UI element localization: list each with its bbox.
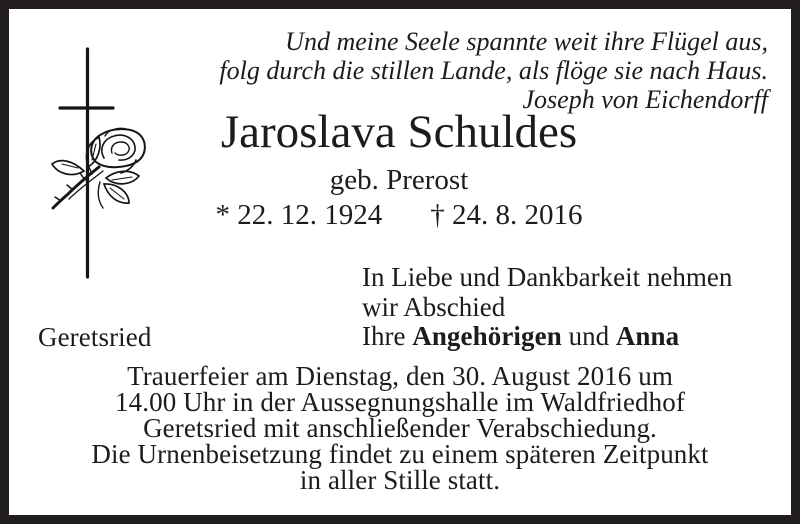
mourners-family: Angehörigen — [412, 321, 562, 351]
birth-date: * 22. 12. 1924 — [215, 199, 383, 231]
cross-with-rose-icon — [44, 46, 150, 281]
mourners-anna: Anna — [615, 321, 680, 351]
announcement-line: 14.00 Uhr in der Aussegnungshalle im Waldfriedhof — [115, 387, 685, 417]
quote-line: Und meine Seele spannte weit ihre Flügel aus, — [285, 27, 768, 56]
death-date: † 24. 8. 2016 — [430, 199, 583, 231]
maiden-name: geb. Prerost — [329, 164, 469, 196]
farewell-line: wir Abschied — [362, 291, 506, 322]
mourners-prefix: Ihre — [362, 321, 413, 351]
farewell-line: In Liebe und Dankbarkeit nehmen — [362, 262, 733, 292]
announcement-line: Geretsried mit anschließender Verabschiedung. — [143, 413, 657, 443]
announcement-line: in aller Stille statt. — [299, 465, 501, 495]
announcement-line: Trauerfeier am Dienstag, den 30. August 2016 um — [127, 361, 673, 391]
farewell-message — [362, 263, 732, 352]
deceased-name: Jaroslava Schuldes — [220, 106, 578, 158]
announcement-line: Die Urnenbeisetzung findet zu einem späteren Zeitpunkt — [91, 439, 709, 469]
place-name: Geretsried — [38, 322, 152, 352]
deceased-block — [174, 106, 624, 231]
mourners-middle: und — [561, 321, 616, 351]
memorial-quote — [219, 27, 768, 114]
life-dates — [174, 201, 624, 230]
quote-attribution: Joseph von Eichendorff — [522, 85, 768, 114]
quote-line: folg durch die stillen Lande, als flöge sie nach Haus. — [219, 56, 768, 85]
funeral-announcement — [0, 363, 800, 493]
mourners-line — [362, 322, 732, 352]
